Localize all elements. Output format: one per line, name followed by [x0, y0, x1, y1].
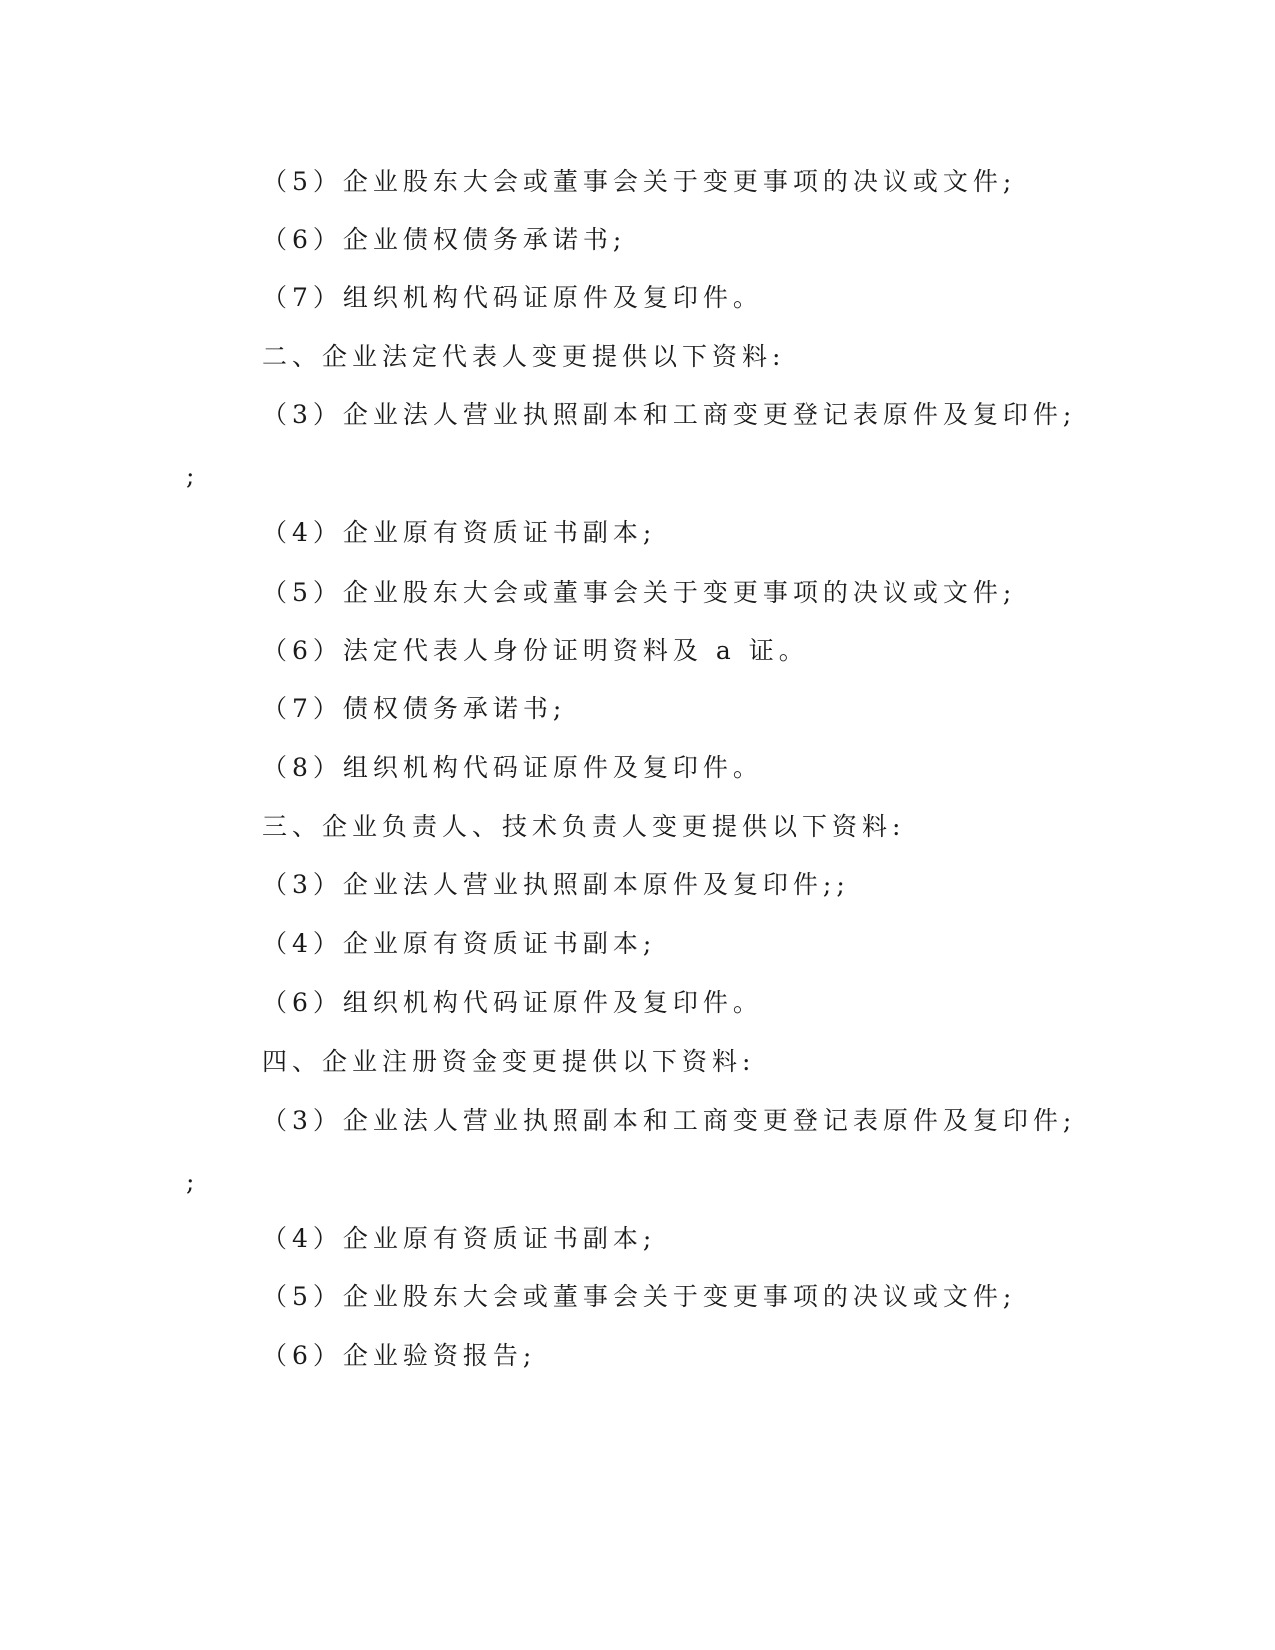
list-item-org-code-cert: （6）组织机构代码证原件及复印件。: [262, 988, 763, 1017]
list-item-capital-verification-report: （6）企业验资报告;: [262, 1341, 537, 1370]
section-heading-capital-change: 四、企业注册资金变更提供以下资料:: [262, 1047, 756, 1076]
list-item-qualification-cert: （4）企业原有资质证书副本;: [262, 1224, 657, 1253]
list-item-business-license: （3）企业法人营业执照副本和工商变更登记表原件及复印件;: [262, 1106, 1077, 1135]
list-item-legal-rep-id: （6）法定代表人身份证明资料及 a 证。: [262, 636, 809, 665]
list-item-debt-commitment: （6）企业债权债务承诺书;: [262, 225, 627, 254]
section-heading-legal-rep-change: 二、企业法定代表人变更提供以下资料:: [262, 342, 786, 371]
list-item-qualification-cert: （4）企业原有资质证书副本;: [262, 929, 657, 958]
list-item-debt-commitment: （7）债权债务承诺书;: [262, 694, 567, 723]
list-item-shareholder-resolution: （5）企业股东大会或董事会关于变更事项的决议或文件;: [262, 578, 1017, 607]
section-heading-manager-change: 三、企业负责人、技术负责人变更提供以下资料:: [262, 812, 906, 841]
stray-semicolon: ;: [186, 1167, 195, 1196]
list-item-qualification-cert: （4）企业原有资质证书副本;: [262, 518, 657, 547]
list-item-business-license: （3）企业法人营业执照副本和工商变更登记表原件及复印件;: [262, 400, 1077, 429]
list-item-org-code-cert: （8）组织机构代码证原件及复印件。: [262, 753, 763, 782]
list-item-org-code-cert: （7）组织机构代码证原件及复印件。: [262, 283, 763, 312]
stray-semicolon: ;: [186, 461, 195, 490]
list-item-shareholder-resolution: （5）企业股东大会或董事会关于变更事项的决议或文件;: [262, 1282, 1017, 1311]
list-item-shareholder-resolution: （5）企业股东大会或董事会关于变更事项的决议或文件;: [262, 167, 1017, 196]
list-item-business-license: （3）企业法人营业执照副本原件及复印件;;: [262, 870, 850, 899]
